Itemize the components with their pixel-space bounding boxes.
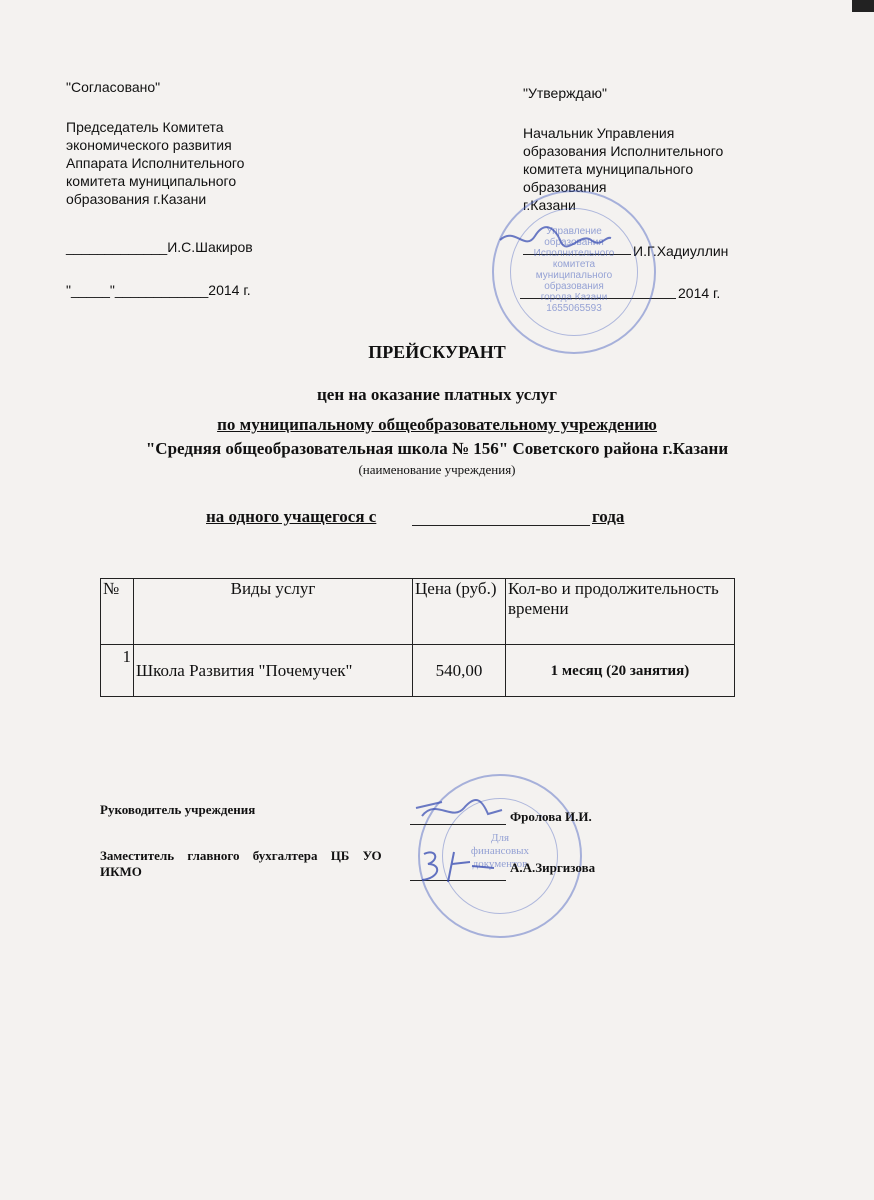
head-signature-scribble	[412, 796, 504, 828]
approve-signature-name: И.Г.Хадиуллин	[633, 243, 729, 259]
stamp-text: образования	[544, 281, 604, 292]
institution-name: "Средняя общеобразовательная школа № 156" Советского района г.Казани	[145, 439, 729, 458]
approve-position-line: образования Исполнительного	[523, 143, 724, 159]
header-price: Цена (руб.)	[413, 579, 506, 645]
header-num: №	[101, 579, 134, 645]
stamp-text: документов	[472, 858, 528, 870]
agreed-position-line: Аппарата Исполнительного	[66, 155, 245, 171]
header-service: Виды услуг	[134, 579, 413, 645]
document-subtitle-2: по муниципальному общеобразовательному учреждению	[217, 415, 657, 434]
institution-caption: (наименование учреждения)	[358, 462, 516, 477]
deputy-signature-scribble	[414, 846, 504, 886]
document-title: ПРЕЙСКУРАНТ	[368, 342, 506, 362]
scan-corner-mark	[852, 0, 874, 12]
stamp-text: комитета	[552, 259, 596, 270]
per-student-suffix: года	[592, 507, 625, 526]
agreed-position-line: Председатель Комитета	[66, 119, 224, 135]
agreed-label: "Согласовано"	[66, 79, 161, 95]
stamp-text: Для	[490, 832, 510, 844]
approve-label: "Утверждаю"	[523, 85, 607, 101]
row-service: Школа Развития "Почемучек"	[134, 645, 413, 697]
head-name: Фролова И.И.	[510, 809, 592, 824]
head-title: Руководитель учреждения	[100, 802, 256, 817]
deputy-title-2: ИКМО	[100, 864, 142, 879]
table-row	[101, 645, 735, 697]
stamp-text: города Казани	[540, 292, 608, 303]
deputy-name: А.А.Зиргизова	[510, 860, 596, 875]
stamp-number: 1655065593	[546, 303, 602, 314]
stamp-text: Исполнительного	[533, 248, 615, 259]
approve-position-line: образования	[523, 179, 607, 195]
header-duration: Кол-во и продолжительность времени	[506, 579, 735, 645]
row-duration: 1 месяц (20 занятия)	[506, 645, 735, 697]
agreement-block	[66, 78, 244, 208]
row-price: 540,00	[413, 645, 506, 697]
stamp-text: муниципального	[535, 270, 613, 281]
agreed-position-line: экономического развития	[66, 137, 232, 153]
agreed-position-line: образования г.Казани	[66, 191, 207, 207]
approve-position-line: комитета муниципального	[523, 161, 694, 177]
approve-position-line: Начальник Управления	[523, 125, 675, 141]
official-stamp-top	[492, 190, 656, 354]
price-table	[100, 578, 735, 697]
row-num: 1	[101, 645, 134, 697]
approver-signature-scribble	[495, 222, 615, 258]
deputy-title: Заместитель главного бухгалтера ЦБ УО	[100, 848, 382, 863]
table-header-row	[101, 579, 735, 645]
stamp-text: Управление	[546, 226, 602, 237]
approve-date-suffix: 2014 г.	[678, 285, 721, 301]
approve-position-line: г.Казани	[523, 197, 576, 213]
stamp-text: финансовых	[470, 845, 530, 857]
period-blank-line	[412, 525, 590, 526]
agreed-position-line: комитета муниципального	[66, 173, 237, 189]
document-subtitle: цен на оказание платных услуг	[316, 385, 558, 404]
agreed-signature-line: _____________И.С.Шакиров	[66, 239, 253, 255]
per-student-prefix: на одного учащегося с	[206, 507, 377, 526]
agreed-date-line: "_____"____________2014 г.	[66, 282, 251, 298]
stamp-text: образования	[544, 237, 604, 248]
